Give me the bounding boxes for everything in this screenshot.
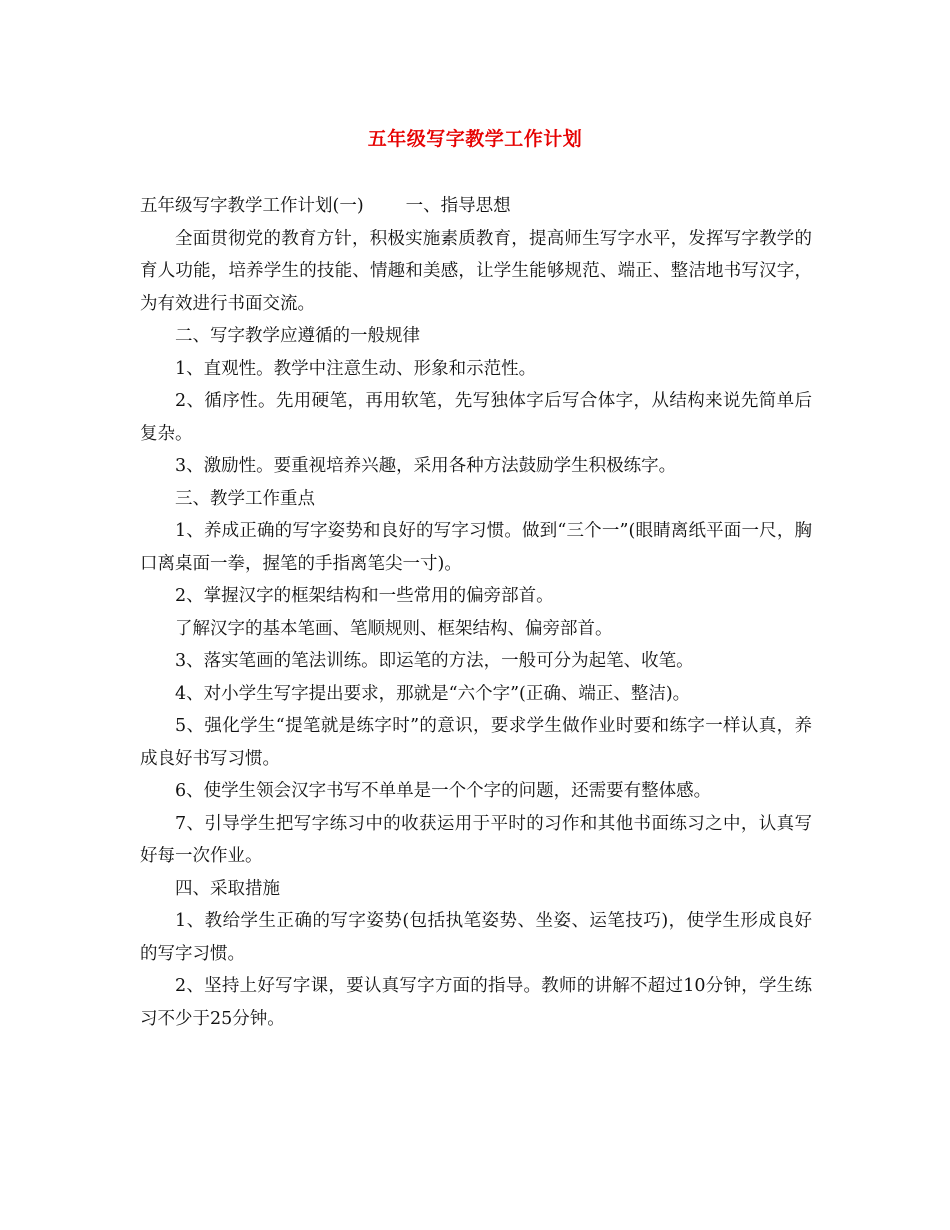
section-heading: 三、教学工作重点 (175, 488, 315, 509)
paragraph: 1、直观性。教学中注意生动、形象和示范性。 (175, 358, 537, 379)
paragraph: 2、掌握汉字的框架结构和一些常用的偏旁部首。 (175, 586, 554, 606)
intro-heading: 一、指导思想 (405, 196, 511, 216)
paragraph: 7、引导学生把写字练习中的收获运用于平时的习作和其他书面练习之中，认真写好每一次作业。 (140, 813, 812, 866)
paragraph: 3、落实笔画的笔法训练。即运笔的方法，一般可分为起笔、收笔。 (175, 651, 694, 671)
section-heading: 二、写字教学应遵循的一般规律 (175, 326, 420, 346)
paragraph: 2、循序性。先用硬笔，再用软笔，先写独体字后写合体字，从结构来说先简单后复杂。 (140, 391, 812, 444)
intro-line (140, 190, 812, 223)
section-heading: 四、采取措施 (175, 878, 280, 899)
paragraph: 4、对小学生写字提出要求，那就是“六个字”(正确、端正、整洁)。 (175, 683, 691, 704)
paragraph: 6、使学生领会汉字书写不单单是一个个字的问题，还需要有整体感。 (175, 781, 712, 801)
paragraph: 2、坚持上好写字课，要认真写字方面的指导。教师的讲解不超过10分钟，学生练习不少于25分钟。 (140, 976, 812, 1029)
paragraph: 1、养成正确的写字姿势和良好的写字习惯。做到“三个一”(眼睛离纸平面一尺，胸口离桌面一拳，握笔的手指离笔尖一寸)。 (140, 521, 812, 574)
paragraph: 3、激励性。要重视培养兴趣，采用各种方法鼓励学生积极练字。 (175, 456, 677, 476)
paragraph: 1、教给学生正确的写字姿势(包括执笔姿势、坐姿、运笔技巧)，使学生形成良好的写字习惯。 (140, 911, 812, 964)
paragraph: 了解汉字的基本笔画、笔顺规则、框架结构、偏旁部首。 (175, 618, 613, 639)
document-body (140, 190, 812, 1035)
document-title: 五年级写字教学工作计划 (367, 128, 583, 150)
paragraph: 全面贯彻党的教育方针，积极实施素质教育，提高师生写字水平，发挥写字教学的育人功能，培养学生的技能、情趣和美感，让学生能够规范、端正、整洁地书写汉字，为有效进行书面交流。 (140, 228, 812, 314)
intro-label: 五年级写字教学工作计划(一) (140, 196, 364, 216)
paragraph: 5、强化学生“提笔就是练字时”的意识，要求学生做作业时要和练字一样认真，养成良好书写习惯。 (140, 716, 812, 769)
